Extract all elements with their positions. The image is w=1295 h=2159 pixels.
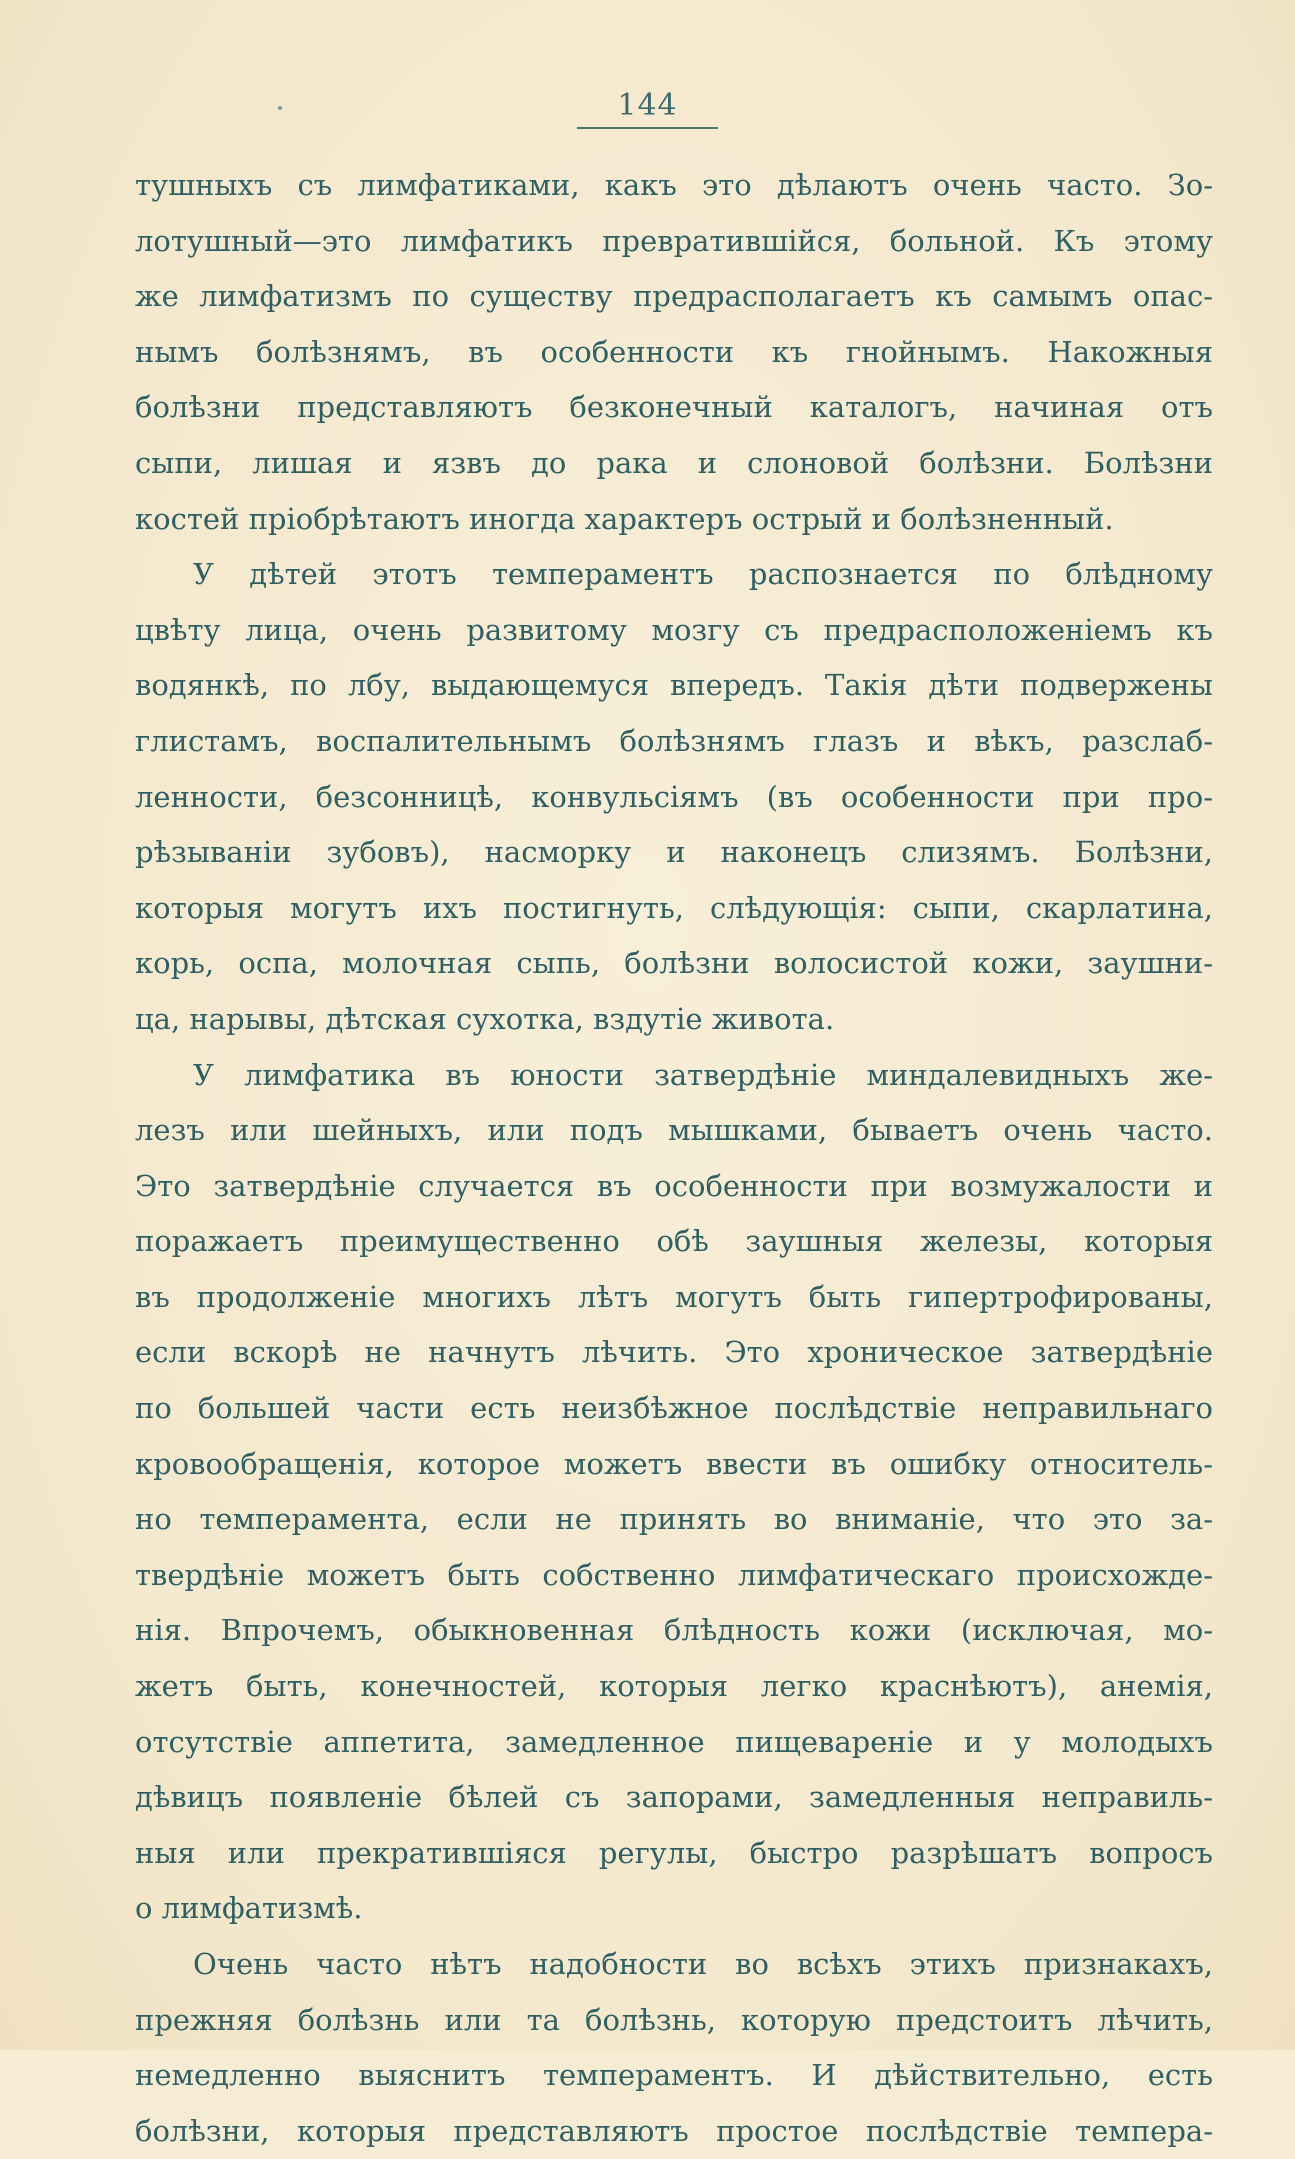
text-line: глистамъ, воспалительнымъ болѣзнямъ глазъ и вѣкъ, разслаб- (135, 723, 1213, 758)
text-line: но темперамента, если не принять во вниманіе, что это за- (135, 1502, 1213, 1537)
text-line: костей пріобрѣтаютъ иногда характеръ острый и болѣзненный. (135, 501, 1114, 536)
text-line: если вскорѣ не начнутъ лѣчить. Это хроническое затвердѣніе (135, 1335, 1213, 1370)
text-line: корь, оспа, молочная сыпь, болѣзни волосистой кожи, заушни- (135, 946, 1213, 981)
text-line: лезъ или шейныхъ, или подъ мышками, бываетъ очень часто. (135, 1113, 1213, 1148)
text-line: въ продолженіе многихъ лѣтъ могутъ быть гипертрофированы, (135, 1279, 1213, 1314)
text-line: о лимфатизмѣ. (135, 1891, 363, 1926)
text-line: рѣзываніи зубовъ), насморку и наконецъ слизямъ. Болѣзни, (135, 835, 1213, 870)
text-line: цвѣту лица, очень развитому мозгу съ предрасположеніемъ къ (135, 612, 1213, 647)
text-line: сыпи, лишая и язвъ до рака и слоновой болѣзни. Болѣзни (135, 445, 1213, 480)
paragraph-first-line: У лимфатика въ юности затвердѣніе миндалевидныхъ же- (193, 1057, 1213, 1092)
text-line: твердѣніе можетъ быть собственно лимфатическаго происхожде- (135, 1557, 1213, 1592)
text-line: ныя или прекратившіяся регулы, быстро разрѣшатъ вопросъ (135, 1835, 1213, 1870)
text-line: прежняя болѣзнь или та болѣзнь, которую предстоитъ лѣчить, (135, 2002, 1213, 2037)
text-line: нымъ болѣзнямъ, въ особенности къ гнойнымъ. Накожныя (135, 334, 1213, 369)
text-line: отсутствіе аппетита, замедленное пищевареніе и у молодыхъ (135, 1724, 1213, 1759)
text-line: кровообращенія, которое можетъ ввести въ ошибку относитель- (135, 1446, 1213, 1481)
text-line: тушныхъ съ лимфатиками, какъ это дѣлаютъ очень часто. Зо- (135, 168, 1213, 202)
text-line: немедленно выяснитъ темпераментъ. И дѣйствительно, есть (135, 2058, 1213, 2093)
page-body-text (135, 158, 1213, 2159)
text-line: лотушный—это лимфатикъ превратившійся, больной. Къ этому (135, 223, 1213, 258)
text-line: жетъ быть, конечностей, которыя легко краснѣютъ), анемія, (135, 1669, 1213, 1704)
text-line: ленности, безсонницѣ, конвульсіямъ (въ особенности при про- (135, 779, 1213, 814)
page-number: 144 (577, 88, 717, 129)
text-line: же лимфатизмъ по существу предрасполагаетъ къ самымъ опас- (135, 279, 1213, 314)
paragraph-first-line: Очень часто нѣтъ надобности во всѣхъ этихъ признакахъ, (193, 1947, 1213, 1981)
text-line: по большей части есть неизбѣжное послѣдствіе неправильнаго (135, 1391, 1213, 1426)
text-line: болѣзни представляютъ безконечный каталогъ, начиная отъ (135, 390, 1213, 425)
text-line: водянкѣ, по лбу, выдающемуся впередъ. Такія дѣти подвержены (135, 668, 1213, 703)
text-line: нія. Впрочемъ, обыкновенная блѣдность кожи (исключая, мо- (135, 1613, 1213, 1648)
paragraph-first-line: У дѣтей этотъ темпераментъ распознается по блѣдному (193, 557, 1213, 592)
text-line: ца, нарывы, дѣтская сухотка, вздутіе живота. (135, 1001, 835, 1036)
text-line: которыя могутъ ихъ постигнуть, слѣдующія: сыпи, скарлатина, (135, 890, 1213, 925)
text-line: болѣзни, которыя представляютъ простое послѣдствіе темпера- (135, 2113, 1213, 2148)
page-header (0, 88, 1295, 129)
text-line: Это затвердѣніе случается въ особенности при возмужалости и (135, 1168, 1213, 1203)
text-line: дѣвицъ появленіе бѣлей съ запорами, замедленныя неправиль- (135, 1780, 1213, 1815)
text-line: поражаетъ преимущественно обѣ заушныя железы, которыя (135, 1224, 1213, 1259)
